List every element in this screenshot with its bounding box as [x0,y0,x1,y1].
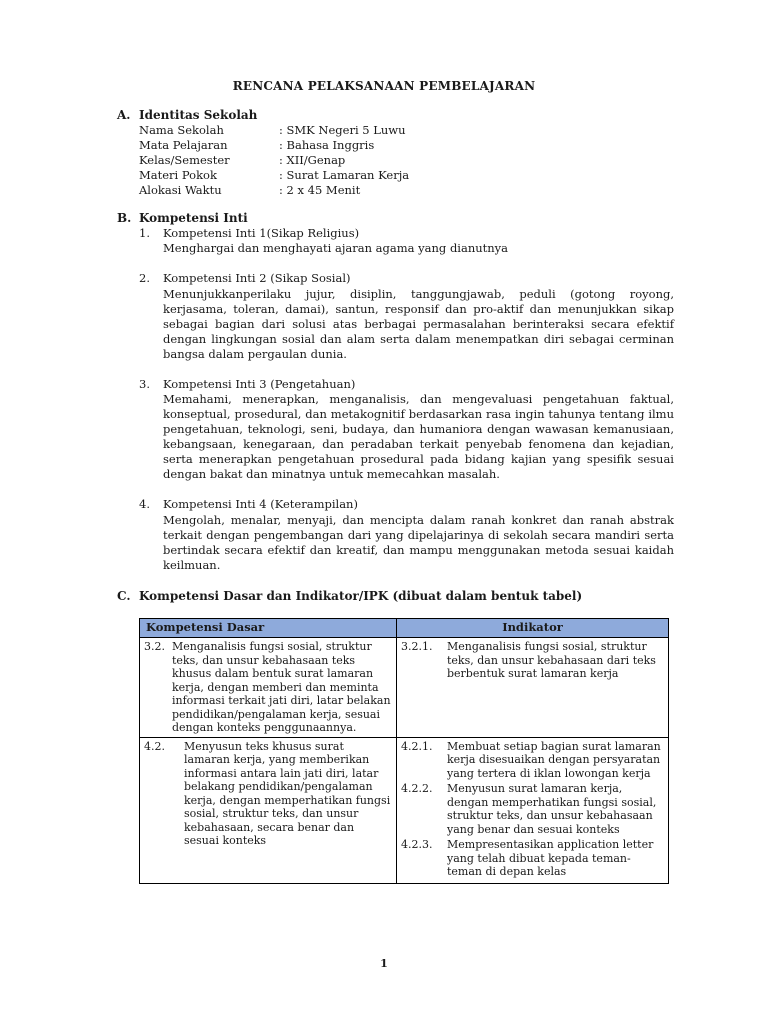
header-indikator: Indikator [397,619,669,638]
indicator-item [401,782,664,836]
ki-2-heading [139,271,679,286]
kd-item [144,740,392,848]
identity-key: Nama Sekolah [139,123,224,137]
ki-number: 1. [139,226,150,240]
table-header-row [140,619,669,638]
header-kompetensi-dasar: Kompetensi Dasar [140,619,397,638]
indicator-text: Menganalisis fungsi sosial, struktur teks, dan unsur kebahasaan dari teks berbentuk surat lamaran kerja [447,640,656,680]
indicator-item [401,640,664,681]
identity-value: : 2 x 45 Menit [279,183,361,197]
section-c-heading [117,589,582,604]
ki-3-text: Memahami, menerapkan, menganalisis, dan mengevaluasi pengetahuan faktual, konseptual, prosedural, dan metakognitif berdasarkan rasa ingin tahunya tentang ilmu pengetahuan, teknologi, seni, budaya, dan humaniora dengan wawasan kemanusiaan, kebangsaan, kenegaraan, dan peradaban terkait penyebab fenomena dan kejadian, serta menerapkan pengetahuan prosedural pada bidang kajian yang spesifik sesuai dengan bakat dan minatnya untuk memecahkan masalah. [163,392,674,481]
identity-key: Kelas/Semester [139,153,230,167]
indicator-number: 3.2.1. [401,640,433,653]
identity-key: Materi Pokok [139,168,217,182]
table-row [140,638,669,738]
ki-title: Kompetensi Inti 3 (Pengetahuan) [163,377,356,391]
kd-cell [140,737,397,883]
identity-key: Alokasi Waktu [139,183,222,197]
identity-key: Mata Pelajaran [139,138,228,152]
identity-value: : SMK Negeri 5 Luwu [279,123,406,137]
identity-row [139,153,409,168]
indicator-number: 4.2.2. [401,782,433,795]
kd-item [144,640,392,735]
kd-text: Menyusun teks khusus surat lamaran kerja, yang memberikan informasi antara lain jati diri, latar belakang pendidikan/pengalaman kerja, dengan memperhatikan fungsi sosial, struktur teks, dan unsur kebahasaan, secara benar dan sesuai konteks [184,739,391,847]
identity-value: : XII/Genap [279,153,346,167]
ki-4-text: Mengolah, menalar, menyaji, dan mencipta dalam ranah konkret dan ranah abstrak terkait dengan pengembangan dari yang dipelajarinya di sekolah secara mandiri serta bertindak secara efektif dan kreatif, dan mampu menggunakan metoda sesuai kaidah keilmuan. [163,513,674,572]
ki-1-heading [139,226,679,241]
kd-text: Menganalisis fungsi sosial, struktur teks, dan unsur kebahasaan teks khusus dalam bentuk surat lamaran kerja, dengan memberi dan meminta informasi terkait jati diri, latar belakan pendidikan/pengalaman kerja, sesuai dengan konteks penggunaannya. [172,640,391,734]
section-b-title: Kompetensi Inti [139,211,248,225]
section-b-letter: B. [117,211,132,225]
page-number: 1 [380,957,388,970]
indicator-item [401,740,664,781]
kd-cell [140,638,397,738]
kd-indicator-table [139,618,669,884]
section-c-title: Kompetensi Dasar dan Indikator/IPK (dibuat dalam bentuk tabel) [139,589,583,603]
ki-2-text: Menunjukkanperilaku jujur, disiplin, tanggungjawab, peduli (gotong royong, kerjasama, toleran, damai), santun, responsif dan pro-aktif dan menunjukkan sikap sebagai bagian dari solusi atas berbagai permasalahan berinteraksi secara efektif dengan lingkungan sosial dan alam serta dalam menempatkan diri sebagai cerminan bangsa dalam pergaulan dunia. [163,287,674,361]
ki-number: 2. [139,271,150,285]
ki-title: Kompetensi Inti 2 (Sikap Sosial) [163,271,351,285]
indicator-number: 4.2.3. [401,838,433,851]
kd-number: 4.2. [144,739,165,753]
indicator-text: Menyusun surat lamaran kerja, dengan memperhatikan fungsi sosial, struktur teks, dan unsur kebahasaan yang benar dan sesuai konteks [447,782,657,836]
indicator-text: Mempresentasikan application letter yang telah dibuat kepada teman-teman di depan kelas [447,838,654,878]
section-b-heading [117,211,248,226]
identity-value: : Surat Lamaran Kerja [279,168,410,182]
identity-row [139,123,409,138]
ki-1-text: Menghargai dan menghayati ajaran agama yang dianutnya [163,241,509,255]
ki-number: 3. [139,377,150,391]
ki-number: 4. [139,497,150,511]
page-title: RENCANA PELAKSANAAN PEMBELAJARAN [232,79,536,93]
ki-3-heading [139,377,679,392]
section-a-letter: A. [117,108,131,122]
section-a-heading [117,108,257,123]
identity-row [139,138,409,153]
section-c-letter: C. [117,589,131,603]
identity-value: : Bahasa Inggris [279,138,375,152]
kd-number: 3.2. [144,640,165,653]
indicator-number: 4.2.1. [401,739,433,753]
indicator-text: Membuat setiap bagian surat lamaran kerja disesuaikan dengan persyaratan yang tertera di iklan lowongan kerja [447,739,661,780]
indicator-item [401,838,664,879]
identity-row [139,183,409,198]
indicator-cell [397,638,669,738]
indicator-cell [397,737,669,883]
table-row [140,737,669,883]
identity-table [139,123,409,198]
ki-4-heading [139,497,679,512]
ki-title: Kompetensi Inti 4 (Keterampilan) [163,497,358,511]
section-a-title: Identitas Sekolah [139,108,258,122]
identity-row [139,168,409,183]
ki-title: Kompetensi Inti 1(Sikap Religius) [163,226,360,240]
